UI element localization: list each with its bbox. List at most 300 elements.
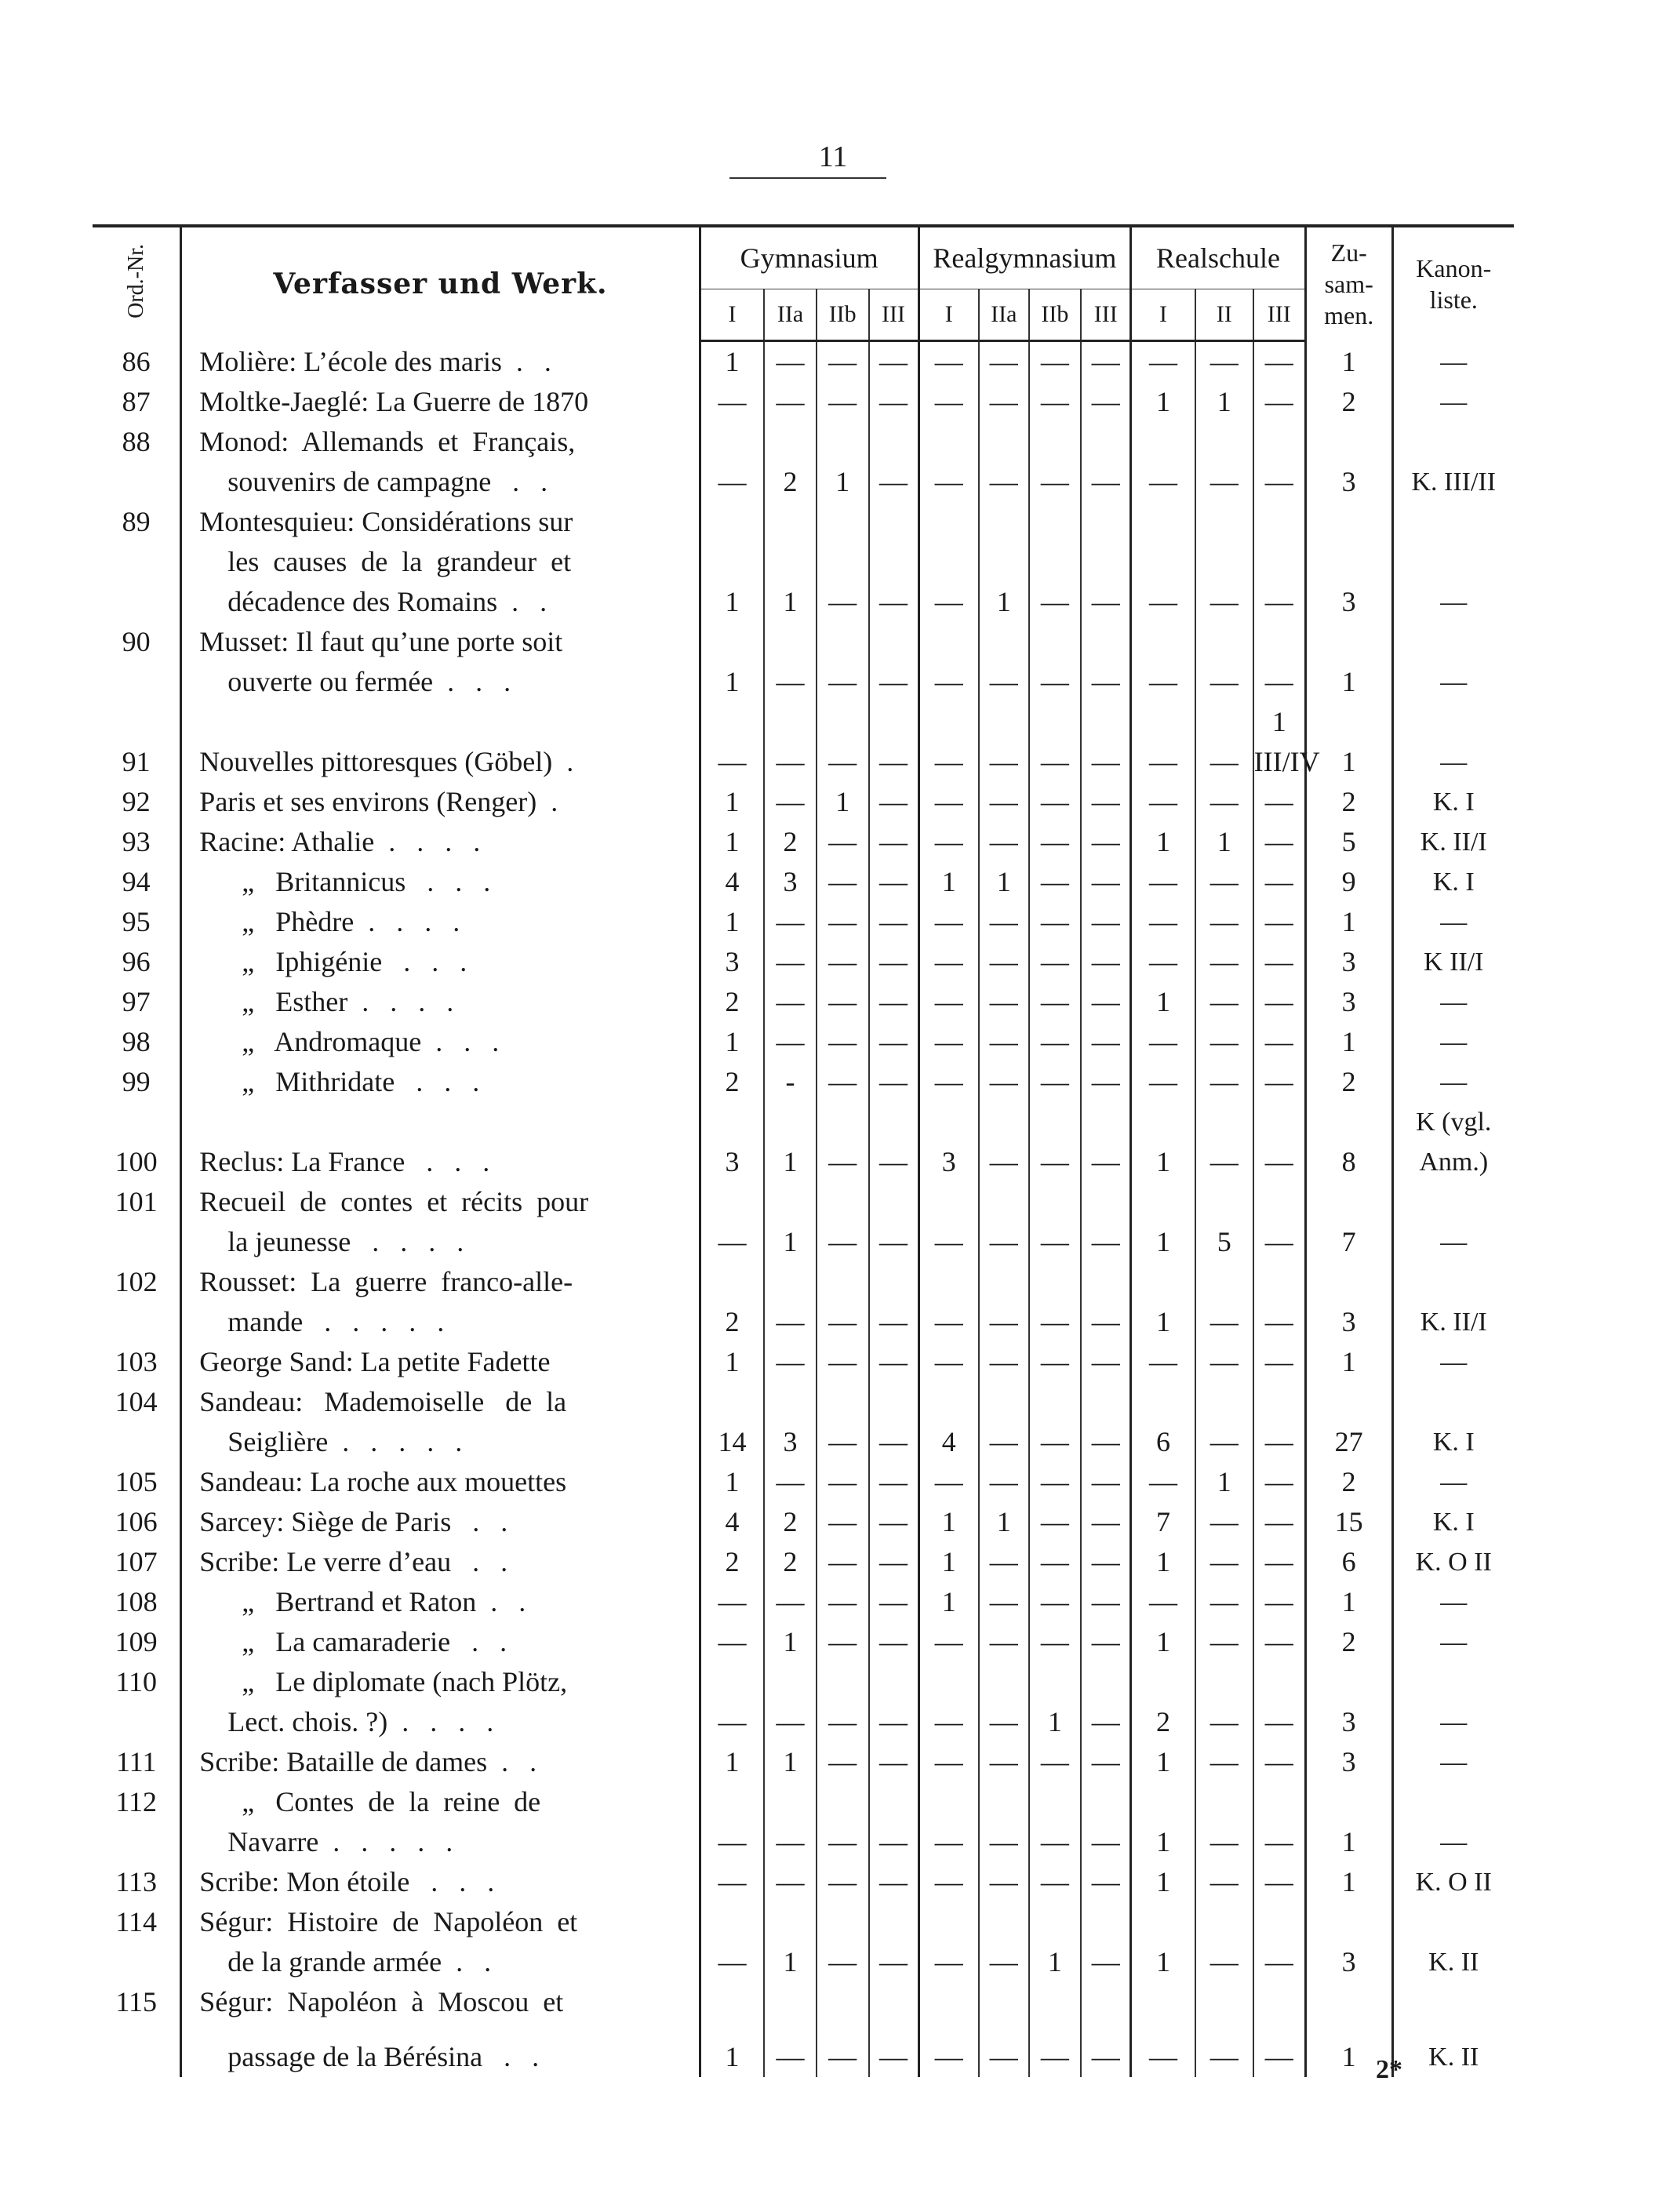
author-work: Molière: L’école des maris . . <box>181 341 700 383</box>
count-cell: — <box>918 1222 979 1262</box>
count-cell <box>1195 1782 1253 1822</box>
count-cell <box>869 542 919 582</box>
count-cell: — <box>918 822 979 862</box>
total-cell: 1 <box>1305 1862 1392 1902</box>
count-cell: — <box>1081 1542 1131 1582</box>
count-cell: — <box>817 341 869 383</box>
count-cell <box>918 622 979 662</box>
count-cell: — <box>1131 702 1195 782</box>
count-cell: — <box>1195 1862 1253 1902</box>
table-row <box>93 1382 1514 1422</box>
count-cell: — <box>1081 382 1131 422</box>
author-work: „ Phèdre . . . . <box>181 902 700 942</box>
count-cell: — <box>764 341 817 383</box>
ord-nr: 94 <box>122 866 151 897</box>
count-cell: — <box>918 1622 979 1662</box>
count-cell: — <box>1131 1022 1195 1062</box>
count-cell: - <box>764 1062 817 1102</box>
ord-nr: 102 <box>115 1266 158 1297</box>
total-cell <box>1305 1662 1392 1702</box>
count-cell: — <box>869 1822 919 1862</box>
signature-mark: 2* <box>1376 2055 1402 2084</box>
total-cell <box>1305 1182 1392 1222</box>
total-cell: 3 <box>1305 1942 1392 1982</box>
count-cell: — <box>869 1542 919 1582</box>
ord-nr: 99 <box>122 1066 151 1097</box>
count-cell: — <box>1029 1622 1082 1662</box>
ord-nr: 98 <box>122 1026 151 1057</box>
count-cell: — <box>1131 341 1195 383</box>
count-cell: — <box>918 1862 979 1902</box>
kanon-cell: — <box>1392 982 1514 1022</box>
kanon-cell: K. III/II <box>1392 462 1514 502</box>
count-cell: — <box>869 902 919 942</box>
count-cell <box>1253 1782 1306 1822</box>
count-cell: — <box>817 1622 869 1662</box>
count-cell: — <box>1195 1742 1253 1782</box>
count-cell: — <box>869 1742 919 1782</box>
count-cell: 1 <box>918 1502 979 1542</box>
count-cell <box>918 1662 979 1702</box>
count-cell: — <box>1081 1062 1131 1102</box>
count-cell <box>1195 622 1253 662</box>
table-row <box>93 1062 1514 1102</box>
count-cell: — <box>1195 902 1253 942</box>
count-cell <box>817 1182 869 1222</box>
count-cell: 1 <box>700 2022 764 2077</box>
ord-nr: 105 <box>115 1466 158 1497</box>
table-row <box>93 382 1514 422</box>
count-cell <box>700 1182 764 1222</box>
count-cell: — <box>1253 462 1306 502</box>
page-number-rule <box>729 177 886 179</box>
count-cell: — <box>1195 1582 1253 1622</box>
author-work: la jeunesse . . . . <box>181 1222 700 1262</box>
total-cell <box>1305 1902 1392 1942</box>
author-work: décadence des Romains . . <box>181 582 700 622</box>
count-cell: 1 <box>1195 1462 1253 1502</box>
kanon-cell: — <box>1392 1222 1514 1262</box>
count-cell: — <box>1029 1742 1082 1782</box>
kanon-cell: — <box>1392 1062 1514 1102</box>
count-cell <box>1195 422 1253 462</box>
gym-col-header: III <box>869 289 919 341</box>
count-cell: — <box>1253 1822 1306 1862</box>
count-cell: — <box>1081 1702 1131 1742</box>
ord-nr: 107 <box>115 1546 158 1577</box>
kanon-cell: — <box>1392 1742 1514 1782</box>
ord-nr <box>93 1422 181 1462</box>
kanon-cell <box>1392 542 1514 582</box>
count-cell <box>700 1662 764 1702</box>
count-cell: — <box>869 662 919 702</box>
table-row <box>93 1702 1514 1742</box>
count-cell <box>1253 622 1306 662</box>
count-cell: — <box>1081 702 1131 782</box>
count-cell: — <box>1253 1582 1306 1622</box>
count-cell: — <box>918 1822 979 1862</box>
count-cell: — <box>817 382 869 422</box>
count-cell: — <box>918 982 979 1022</box>
ord-nr: 103 <box>115 1346 158 1377</box>
total-cell: 8 <box>1305 1102 1392 1182</box>
count-cell: 1 <box>764 1942 817 1982</box>
count-cell <box>817 542 869 582</box>
count-cell: — <box>869 1302 919 1342</box>
author-work: „ Le diplomate (nach Plötz, <box>181 1662 700 1702</box>
count-cell: — <box>1029 582 1082 622</box>
count-cell: — <box>1081 462 1131 502</box>
author-work: souvenirs de campagne . . <box>181 462 700 502</box>
count-cell: — <box>918 1342 979 1382</box>
ord-nr: 86 <box>122 346 151 377</box>
count-cell: — <box>1029 982 1082 1022</box>
ord-nr: 95 <box>122 906 151 937</box>
total-cell: 3 <box>1305 982 1392 1022</box>
count-cell: — <box>700 1862 764 1902</box>
count-cell <box>1131 1982 1195 2022</box>
count-cell: — <box>1029 1422 1082 1462</box>
count-cell <box>869 1182 919 1222</box>
table-row <box>93 1942 1514 1982</box>
count-cell: — <box>1253 1462 1306 1502</box>
count-cell: — <box>817 1342 869 1382</box>
count-cell: 4 <box>700 862 764 902</box>
count-cell <box>1081 422 1131 462</box>
count-cell <box>764 542 817 582</box>
count-cell: 1 <box>979 862 1029 902</box>
count-cell: 1 <box>1029 1702 1082 1742</box>
count-cell: — <box>1253 1422 1306 1462</box>
count-cell <box>817 1382 869 1422</box>
author-work: „ Britannicus . . . <box>181 862 700 902</box>
realgym-col-header: I <box>918 289 979 341</box>
count-cell: — <box>817 1742 869 1782</box>
ord-nr: 109 <box>115 1626 158 1657</box>
gym-col-header: I <box>700 289 764 341</box>
table-row <box>93 542 1514 582</box>
realschule-header: Realschule <box>1131 226 1306 289</box>
count-cell <box>700 1982 764 2022</box>
count-cell: — <box>1253 942 1306 982</box>
count-cell: 1 <box>1131 1942 1195 1982</box>
count-cell: — <box>1253 662 1306 702</box>
count-cell: — <box>817 1822 869 1862</box>
count-cell: — <box>1195 702 1253 782</box>
kanon-header: Kanon- liste. <box>1392 226 1514 341</box>
count-cell <box>1131 1662 1195 1702</box>
count-cell <box>764 622 817 662</box>
kanon-cell: K. II/I <box>1392 1302 1514 1342</box>
count-cell: — <box>869 1222 919 1262</box>
count-cell <box>869 1382 919 1422</box>
count-cell: — <box>817 982 869 1022</box>
ord-nr: 88 <box>122 426 151 457</box>
count-cell: — <box>979 462 1029 502</box>
count-cell <box>700 622 764 662</box>
count-cell <box>764 1182 817 1222</box>
ord-nr <box>93 2022 181 2077</box>
count-cell: — <box>979 1622 1029 1662</box>
count-cell: 1 <box>1131 382 1195 422</box>
count-cell: — <box>817 1222 869 1262</box>
count-cell <box>764 1382 817 1422</box>
total-cell <box>1305 422 1392 462</box>
realgymnasium-header: Realgymnasium <box>918 226 1131 289</box>
count-cell <box>869 1982 919 2022</box>
count-cell: — <box>869 862 919 902</box>
count-cell: 4 <box>700 1502 764 1542</box>
count-cell: — <box>979 982 1029 1022</box>
count-cell: — <box>817 702 869 782</box>
count-cell: — <box>1131 1462 1195 1502</box>
count-cell <box>817 1782 869 1822</box>
count-cell: 1 <box>918 1582 979 1622</box>
count-cell: 3 <box>918 1102 979 1182</box>
table-row <box>93 902 1514 942</box>
total-cell <box>1305 622 1392 662</box>
author-work: de la grande armée . . <box>181 1942 700 1982</box>
total-cell: 2 <box>1305 382 1392 422</box>
author-work: Moltke-Jaeglé: La Guerre de 1870 <box>181 382 700 422</box>
count-cell <box>1029 542 1082 582</box>
author-work: „ Bertrand et Raton . . <box>181 1582 700 1622</box>
count-cell: — <box>979 1702 1029 1742</box>
count-cell: — <box>1029 902 1082 942</box>
count-cell: 2 <box>700 1302 764 1342</box>
count-cell: — <box>1131 462 1195 502</box>
ord-nr: 93 <box>122 826 151 857</box>
count-cell <box>817 422 869 462</box>
kanon-cell <box>1392 502 1514 542</box>
count-cell: — <box>1195 1022 1253 1062</box>
count-cell: — <box>1081 1422 1131 1462</box>
count-cell <box>700 1382 764 1422</box>
count-cell: 1 <box>1131 1862 1195 1902</box>
count-cell: — <box>1081 1462 1131 1502</box>
count-cell: — <box>1131 582 1195 622</box>
count-cell: — <box>979 1022 1029 1062</box>
count-cell: 1 <box>979 582 1029 622</box>
total-cell: 1 <box>1305 662 1392 702</box>
count-cell <box>1195 1902 1253 1942</box>
total-cell <box>1305 1782 1392 1822</box>
count-cell <box>1081 1902 1131 1942</box>
total-cell: 7 <box>1305 1222 1392 1262</box>
count-cell <box>700 1782 764 1822</box>
count-cell: — <box>1081 1502 1131 1542</box>
count-cell: 1 <box>764 1622 817 1662</box>
total-cell: 1 <box>1305 902 1392 942</box>
count-cell: 2 <box>700 1062 764 1102</box>
count-cell <box>1253 502 1306 542</box>
count-cell <box>869 1262 919 1302</box>
count-cell: — <box>1253 382 1306 422</box>
count-cell: 1 <box>700 822 764 862</box>
total-cell <box>1305 1382 1392 1422</box>
count-cell <box>979 422 1029 462</box>
author-work: Nouvelles pittoresques (Göbel) . <box>181 702 700 782</box>
count-cell: 1 <box>700 1022 764 1062</box>
total-cell <box>1305 1982 1392 2022</box>
count-cell <box>1081 1182 1131 1222</box>
count-cell: — <box>817 2022 869 2077</box>
count-cell: — <box>869 1702 919 1742</box>
author-work: „ Esther . . . . <box>181 982 700 1022</box>
count-cell: — <box>1195 942 1253 982</box>
count-cell: — <box>817 1542 869 1582</box>
count-cell: 3 <box>700 942 764 982</box>
author-work-header: Verfasser und Werk. <box>181 226 700 341</box>
author-work: Scribe: Bataille de dames . . <box>181 1742 700 1782</box>
count-cell <box>979 1782 1029 1822</box>
table-row <box>93 1662 1514 1702</box>
count-cell: 1 <box>764 1742 817 1782</box>
count-cell: — <box>918 902 979 942</box>
table-row <box>93 1582 1514 1622</box>
count-cell <box>979 1662 1029 1702</box>
count-cell: 1 <box>918 1542 979 1582</box>
count-cell <box>1029 1902 1082 1942</box>
count-cell: — <box>700 1702 764 1742</box>
kanon-cell: K. I <box>1392 1422 1514 1462</box>
kanon-cell <box>1392 422 1514 462</box>
count-cell: — <box>764 1582 817 1622</box>
total-cell <box>1305 502 1392 542</box>
count-cell: — <box>979 382 1029 422</box>
count-cell <box>1253 542 1306 582</box>
count-cell: — <box>979 902 1029 942</box>
count-cell: — <box>979 1862 1029 1902</box>
table-row <box>93 422 1514 462</box>
count-cell: — <box>1253 1702 1306 1742</box>
count-cell <box>1081 1782 1131 1822</box>
count-cell: — <box>764 2022 817 2077</box>
count-cell: 1 <box>700 1742 764 1782</box>
table-row <box>93 1542 1514 1582</box>
ord-nr <box>93 1822 181 1862</box>
author-work: les causes de la grandeur et <box>181 542 700 582</box>
count-cell: 14 <box>700 1422 764 1462</box>
count-cell: — <box>700 1622 764 1662</box>
kanon-cell: — <box>1392 662 1514 702</box>
count-cell: — <box>979 1062 1029 1102</box>
count-cell: — <box>764 982 817 1022</box>
count-cell: — <box>764 1862 817 1902</box>
table-row <box>93 862 1514 902</box>
count-cell <box>764 1262 817 1302</box>
count-cell <box>817 1902 869 1942</box>
count-cell: — <box>1029 862 1082 902</box>
count-cell <box>1081 1382 1131 1422</box>
count-cell: — <box>1081 942 1131 982</box>
author-work: Montesquieu: Considérations sur <box>181 502 700 542</box>
realschule-col-header: II <box>1195 289 1253 341</box>
ord-nr: 91 <box>122 746 151 777</box>
count-cell: — <box>1253 1022 1306 1062</box>
count-cell: — <box>700 462 764 502</box>
count-cell: — <box>1195 341 1253 383</box>
count-cell <box>869 622 919 662</box>
total-cell: 1 <box>1305 1342 1392 1382</box>
count-cell: — <box>869 462 919 502</box>
count-cell: — <box>1131 902 1195 942</box>
author-work: Recueil de contes et récits pour <box>181 1182 700 1222</box>
count-cell: — <box>918 2022 979 2077</box>
count-cell: — <box>817 662 869 702</box>
ord-nr: 104 <box>115 1386 158 1417</box>
count-cell: — <box>700 702 764 782</box>
count-cell: — <box>1081 822 1131 862</box>
count-cell: — <box>1081 582 1131 622</box>
table-row <box>93 1262 1514 1302</box>
count-cell: — <box>918 582 979 622</box>
total-cell <box>1305 542 1392 582</box>
kanon-cell <box>1392 1902 1514 1942</box>
count-cell <box>1253 422 1306 462</box>
table-row <box>93 1782 1514 1822</box>
count-cell: — <box>1029 1222 1082 1262</box>
count-cell: — <box>979 1822 1029 1862</box>
count-cell <box>979 1262 1029 1302</box>
count-cell: — <box>869 1462 919 1502</box>
count-cell: 1 <box>764 1102 817 1182</box>
count-cell: 1 <box>1131 982 1195 1022</box>
kanon-cell: K II/I <box>1392 942 1514 982</box>
count-cell <box>764 1982 817 2022</box>
count-cell <box>1081 502 1131 542</box>
author-work: Ségur: Napoléon à Moscou et <box>181 1982 700 2022</box>
count-cell: — <box>1081 1022 1131 1062</box>
count-cell: 1 <box>817 782 869 822</box>
count-cell: — <box>869 1622 919 1662</box>
count-cell <box>817 1262 869 1302</box>
count-cell: — <box>1253 782 1306 822</box>
count-cell: — <box>869 582 919 622</box>
ord-nr <box>93 582 181 622</box>
ord-nr <box>93 1222 181 1262</box>
table-row <box>93 782 1514 822</box>
count-cell: — <box>918 1062 979 1102</box>
count-cell: — <box>700 1582 764 1622</box>
count-cell: — <box>979 822 1029 862</box>
kanon-cell <box>1392 1662 1514 1702</box>
ord-nr <box>93 1302 181 1342</box>
author-work: „ Mithridate . . . <box>181 1062 700 1102</box>
table-row <box>93 1902 1514 1942</box>
count-cell: 1 <box>1131 1542 1195 1582</box>
count-cell: — <box>1081 1222 1131 1262</box>
count-cell: 1 <box>1131 1822 1195 1862</box>
ord-nr: 100 <box>115 1146 158 1177</box>
kanon-cell <box>1392 1982 1514 2022</box>
count-cell: — <box>1029 662 1082 702</box>
count-cell: 1 <box>918 862 979 902</box>
count-cell <box>918 542 979 582</box>
count-cell <box>1195 1662 1253 1702</box>
table-row <box>93 582 1514 622</box>
count-cell <box>979 1182 1029 1222</box>
count-cell: — <box>1253 1742 1306 1782</box>
count-cell: — <box>869 942 919 982</box>
kanon-cell: K. II <box>1392 1942 1514 1982</box>
count-cell: — <box>918 1942 979 1982</box>
count-cell: — <box>1029 2022 1082 2077</box>
count-cell: — <box>1029 341 1082 383</box>
count-cell <box>979 622 1029 662</box>
count-cell <box>869 1782 919 1822</box>
author-work: Scribe: Le verre d’eau . . <box>181 1542 700 1582</box>
